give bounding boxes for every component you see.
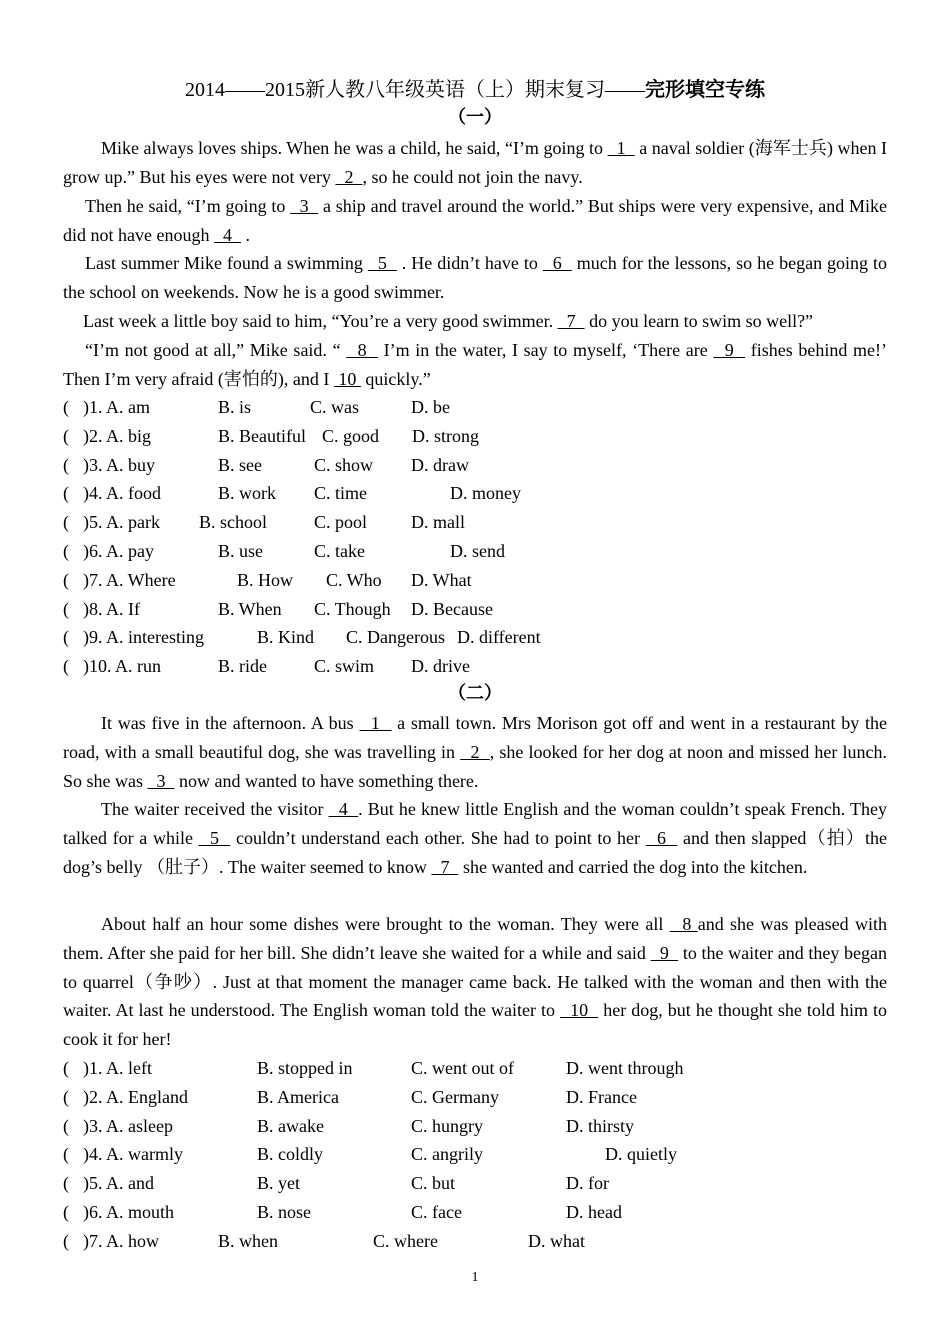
option-d: D. money <box>450 483 521 504</box>
option-d: D. strong <box>412 425 479 446</box>
option-d: D. head <box>566 1202 622 1222</box>
option-b: B. ride <box>218 656 267 677</box>
question-number-option-a: )4. A. warmly <box>83 1144 183 1165</box>
option-b: B. How <box>237 569 294 590</box>
question-number-option-a: )10. A. run <box>83 656 161 677</box>
option-b: B. nose <box>257 1202 311 1222</box>
page-title: 2014——2015新人教八年级英语（上）期末复习——完形填空专练 <box>185 79 765 101</box>
option-b: B. stopped in <box>257 1058 353 1078</box>
answer-blank[interactable]: ( <box>63 512 69 533</box>
section-heading-1: （一） <box>448 107 502 127</box>
passage-2-paragraph-3: About half an hour some dishes were brought to the woman. They were all 8 and she was pleased with them. After she paid for her bill. She didn’t leave she waited for a while and said 9 to the waiter and they began to quarrel（争吵）. Just at that moment the manager came back. He talked with the woman and then with the waiter. At last he understood. The English woman told the waiter to 10 her dog, but he thought she told him to cook it for her! <box>63 914 887 1050</box>
option-d: D. draw <box>411 454 469 475</box>
answer-blank[interactable]: ( <box>63 1115 69 1136</box>
answer-blank[interactable]: ( <box>63 1230 69 1251</box>
option-c: C. but <box>411 1173 456 1194</box>
passage-2-paragraph-2: The waiter received the visitor 4 . But he knew little English and the woman couldn’t speak French. They talked for a while 5 couldn’t understand each other. She had to point to her 6 and then slapped（拍）the dog’s belly （肚子）. The waiter seemed to know 7 she wanted and carried the dog into the kitchen. <box>63 799 888 877</box>
option-d: D. send <box>450 541 505 561</box>
option-b: B. Kind <box>257 627 315 648</box>
question-number-option-a: )5. A. park <box>83 512 160 533</box>
option-b: B. see <box>218 454 262 475</box>
answer-blank[interactable]: ( <box>63 397 69 417</box>
option-d: D. Because <box>411 598 493 619</box>
section-heading-2: （二） <box>448 683 502 703</box>
option-d: D. for <box>566 1173 609 1194</box>
answer-blank[interactable]: ( <box>63 627 69 648</box>
option-b: B. use <box>218 541 263 561</box>
question-number-option-a: )6. A. mouth <box>83 1202 175 1222</box>
option-b: B. coldly <box>257 1144 323 1165</box>
answer-blank[interactable]: ( <box>63 656 69 677</box>
option-b: B. yet <box>257 1173 300 1194</box>
question-number-option-a: )1. A. am <box>83 397 150 417</box>
passage-1-paragraph-1: Mike always loves ships. When he was a child, he said, “I’m going to 1 a naval soldier (海军士兵) when I grow up.” But his eyes were not very 2 , so he could not join the navy. <box>63 138 887 187</box>
question-number-option-a: )7. A. how <box>83 1230 159 1251</box>
passage-1-paragraph-2: Then he said, “I’m going to 3 a ship and travel around the world.” But ships were very expensive, and Mike did not have enough 4 . <box>63 196 887 245</box>
option-b: B. America <box>257 1086 339 1107</box>
option-b: B. awake <box>257 1115 324 1136</box>
option-b: B. is <box>218 397 252 417</box>
option-c: C. Germany <box>411 1086 499 1107</box>
option-c: C. where <box>373 1230 438 1251</box>
option-b: B. work <box>218 483 276 504</box>
question-number-option-a: )3. A. buy <box>83 454 155 475</box>
question-number-option-a: )4. A. food <box>83 483 161 504</box>
passage-1-paragraph-4: Last week a little boy said to him, “You’re a very good swimmer. 7 do you learn to swim so well?” <box>83 311 814 331</box>
option-b: B. school <box>199 512 268 533</box>
question-number-option-a: )2. A. England <box>83 1086 188 1107</box>
question-number-option-a: )1. A. left <box>83 1058 152 1078</box>
option-d: D. what <box>528 1230 585 1251</box>
option-c: C. time <box>314 483 367 504</box>
answer-blank[interactable]: ( <box>63 1086 69 1107</box>
answer-blank[interactable]: ( <box>63 569 69 590</box>
answer-blank[interactable]: ( <box>63 1058 69 1078</box>
question-number-option-a: )8. A. If <box>83 598 140 619</box>
option-c: C. hungry <box>411 1115 483 1136</box>
option-c: C. swim <box>314 656 375 677</box>
option-d: D. quietly <box>605 1144 677 1165</box>
passage-1-paragraph-3: Last summer Mike found a swimming 5 . He didn’t have to 6 much for the lessons, so he began going to the school on weekends. Now he is a good swimmer. <box>63 253 888 302</box>
question-number-option-a: )7. A. Where <box>83 569 176 590</box>
option-c: C. went out of <box>411 1058 514 1078</box>
passage-1-paragraph-5: “I’m not good at all,” Mike said. “ 8 I’m in the water, I say to myself, ‘There are 9 fishes behind me!’ Then I’m very afraid (害怕的), and I 10 quickly.” <box>63 340 888 389</box>
option-b: B. when <box>218 1230 278 1251</box>
option-d: D. thirsty <box>566 1115 635 1136</box>
option-d: D. France <box>566 1086 637 1107</box>
question-number-option-a: )9. A. interesting <box>83 627 204 648</box>
option-c: C. good <box>322 425 380 446</box>
option-c: C. was <box>310 397 359 417</box>
option-c: C. pool <box>314 512 368 533</box>
answer-blank[interactable]: ( <box>63 1173 69 1194</box>
answer-blank[interactable]: ( <box>63 598 69 619</box>
answer-blank[interactable]: ( <box>63 483 69 504</box>
option-c: C. take <box>314 541 365 561</box>
answer-blank[interactable]: ( <box>63 454 69 475</box>
option-d: D. mall <box>411 512 465 533</box>
option-c: C. Dangerous <box>346 627 445 648</box>
option-b: B. When <box>218 598 282 619</box>
answer-blank[interactable]: ( <box>63 1202 69 1222</box>
question-number-option-a: )6. A. pay <box>83 541 154 561</box>
question-number-option-a: )5. A. and <box>83 1173 154 1194</box>
answer-blank[interactable]: ( <box>63 425 69 446</box>
option-c: C. Though <box>314 598 391 619</box>
option-d: D. What <box>411 569 472 590</box>
page-number: 1 <box>471 1270 479 1285</box>
option-b: B. Beautiful <box>218 425 306 446</box>
answer-blank[interactable]: ( <box>63 1144 69 1165</box>
question-number-option-a: )2. A. big <box>83 425 152 446</box>
option-c: C. Who <box>326 569 382 590</box>
option-d: D. different <box>457 627 541 648</box>
option-d: D. went through <box>566 1058 684 1078</box>
option-d: D. drive <box>411 656 470 677</box>
answer-blank[interactable]: ( <box>63 541 69 561</box>
question-number-option-a: )3. A. asleep <box>83 1115 173 1136</box>
option-d: D. be <box>411 397 450 417</box>
option-c: C. face <box>411 1202 462 1222</box>
option-c: C. show <box>314 454 374 475</box>
option-c: C. angrily <box>411 1144 483 1165</box>
passage-2-paragraph-1: It was five in the afternoon. A bus 1 a small town. Mrs Morison got off and went in a restaurant by the road, with a small beautiful dog, she was travelling in 2 , she looked for her dog at noon and missed her lunch. So she was 3 now and wanted to have something there. <box>63 713 888 791</box>
